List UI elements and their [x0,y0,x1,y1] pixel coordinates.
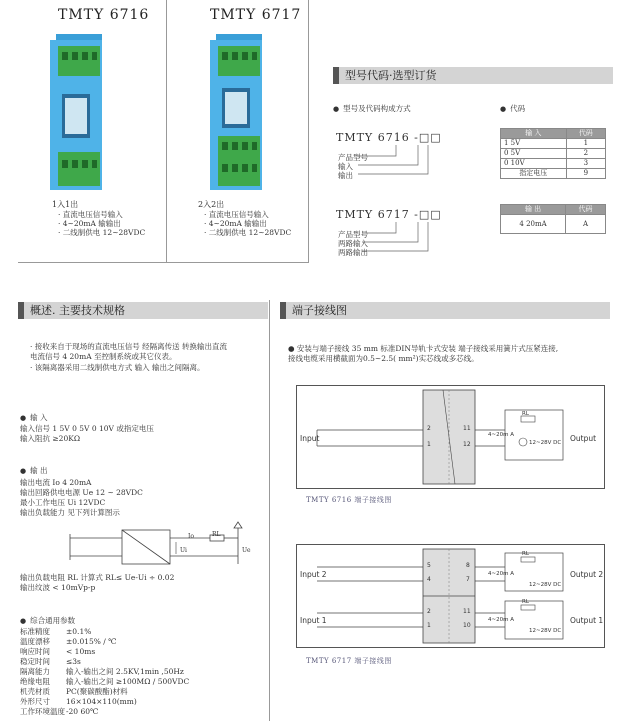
model-heading: 型号代码·选型订货 [333,67,613,84]
general-title: ● 综合通用参数 [20,616,75,626]
terminal-heading: 端子接线图 [280,302,610,319]
pin-label: 8 [466,562,470,569]
terminal-note: ● 安装与端子接线 35 mm 标准DIN导轨卡式安装 端子接线采用簧片式压紧连接, [288,344,559,353]
diagram-2-supply: 12~28V DC [529,628,562,634]
model-label: 两路输出 [338,248,368,257]
divider [18,262,309,263]
pin-label: 11 [463,425,471,432]
general-spec-key: 温度漂移 [20,637,50,646]
product-2-feature: · 4~20mA 输输出 [204,219,267,228]
divider [308,0,309,262]
circuit-io-label: Io [188,533,194,540]
general-spec-value: ±0.1% [66,627,92,636]
pin-label: 4 [427,576,431,583]
diagram-2-rl: RL [522,551,529,557]
general-spec-key: 标准精度 [20,627,50,636]
divider [166,0,167,262]
input-code-table: 输 入 代码 1 5V 1 0 5V 2 0 10V 3 指定电压 9 [500,128,606,179]
pin-label: 10 [463,622,471,629]
diagram-2-input-2: Input 2 [300,570,327,579]
diagram-2-current: 4~20m A [488,571,514,577]
diagram-1-supply: 12~28V DC [529,440,562,446]
general-spec-value: -20 60℃ [66,707,99,716]
diagram-2-output-2: Output 2 [570,570,604,579]
model-label: 两路输入 [338,239,368,248]
product-2-feature: · 直流电压信号输入 [204,210,269,219]
pin-label: 2 [427,608,431,615]
model-label: 产品型号 [338,230,368,239]
diagram-1-current: 4~20m A [488,432,514,438]
output-spec: 输出负载能力 见下列计算图示 [20,508,120,517]
wiring-diagram-1 [297,386,603,486]
general-spec-value: 输入-输出之间 2.5KV,1min ,50Hz [66,667,184,676]
output-spec: 最小工作电压 Ui 12VDC [20,498,106,507]
general-spec-value: 输入-输出之间 ≥100MΩ / 500VDC [66,677,190,686]
diagram-2-output-1: Output 1 [570,616,604,625]
diagram-1-caption: TMTY 6716 端子接线图 [306,496,392,504]
model-label: 产品型号 [338,153,368,162]
pin-label: 2 [427,425,431,432]
product-1-feature: · 二线制供电 12~28VDC [58,228,146,237]
output-title: ● 输 出 [20,466,48,476]
model-leader-lines [360,220,436,256]
product-1-feature: · 4~20mA 输输出 [58,219,121,228]
output-spec: 输出回路供电电源 Ue 12 ~ 28VDC [20,488,143,497]
model-code-1: TMTY 6716 -□□ [336,131,442,144]
general-spec-key: 机壳材质 [20,687,50,696]
product-1-io: 1入1出 [52,200,79,209]
general-spec-key: 稳定时间 [20,657,50,666]
model-label: 输入 [338,162,353,171]
divider [269,300,270,721]
diagram-2-rl: RL [522,599,529,605]
general-spec-value: ≤3s [66,657,81,666]
diagram-2-current: 4~20m A [488,617,514,623]
output-code-table: 输 出 代码 4 20mA A [500,204,606,234]
diagram-1-input: Input [300,434,320,443]
product-1-image [48,32,112,194]
product-2-io: 2入2出 [198,200,225,209]
circuit-rl-label: RL [212,531,221,538]
general-spec-key: 绝缘电阻 [20,677,50,686]
model-sub-right: ● 代码 [500,104,525,114]
diagram-2-supply: 12~28V DC [529,582,562,588]
pin-label: 11 [463,608,471,615]
overview-text: · 接收来自于现场的直流电压信号 经隔离传送 转换输出直流 [30,342,228,351]
input-spec: 输入信号 1 5V 0 5V 0 10V 或指定电压 [20,424,154,433]
model-sub-left: ● 型号及代码构成方式 [333,104,411,114]
input-title: ● 输 入 [20,413,48,423]
output-spec: 输出电流 Io 4 20mA [20,478,92,487]
general-spec-value: PC(聚碳酸酯)材料 [66,687,128,696]
diagram-1-output: Output [570,434,597,443]
product-2-title: TMTY 6717 [210,7,302,23]
model-code-2: TMTY 6717 -□□ [336,208,442,221]
product-1-title: TMTY 6716 [58,7,150,23]
load-circuit-diagram [60,520,250,570]
overview-text: 电流信号 4 20mA 至控制系统或其它仪表。 [30,352,177,361]
product-2-image [208,32,272,194]
overview-text: · 该隔离器采用二线制供电方式 输入 输出之间隔离。 [30,363,205,372]
terminal-note: 接线电缆采用横截面为0.5~2.5( mm²)实芯线或多芯线。 [288,354,479,363]
diagram-1-rl: RL [522,411,529,417]
product-2-feature: · 二线制供电 12~28VDC [204,228,292,237]
pin-label: 12 [463,441,471,448]
general-spec-value: 16×104×110(mm) [66,697,137,706]
model-label: 输出 [338,171,353,180]
general-spec-value: < 10ms [66,647,96,656]
circuit-ui-label: Ui [180,547,187,554]
general-spec-key: 工作环境温度 [20,707,65,716]
general-spec-key: 隔离能力 [20,667,50,676]
pin-label: 1 [427,622,431,629]
overview-heading: 概述. 主要技术规格 [18,302,268,319]
pin-label: 1 [427,441,431,448]
circuit-ue-label: Ue [242,547,251,554]
general-spec-key: 外形尺寸 [20,697,50,706]
general-spec-key: 响应时间 [20,647,50,656]
product-1-feature: · 直流电压信号输入 [58,210,123,219]
general-spec-value: ±0.015% / ℃ [66,637,117,646]
diagram-2-input-1: Input 1 [300,616,327,625]
load-spec: 输出纹波 < 10mVp-p [20,583,96,592]
model-leader-lines [356,143,436,179]
load-spec: 输出负载电阻 RL 计算式 RL≤ Ue-Ui ÷ 0.02 [20,573,175,582]
pin-label: 5 [427,562,431,569]
pin-label: 7 [466,576,470,583]
diagram-2-caption: TMTY 6717 端子接线图 [306,657,392,665]
input-spec: 输入阻抗 ≥20KΩ [20,434,81,443]
